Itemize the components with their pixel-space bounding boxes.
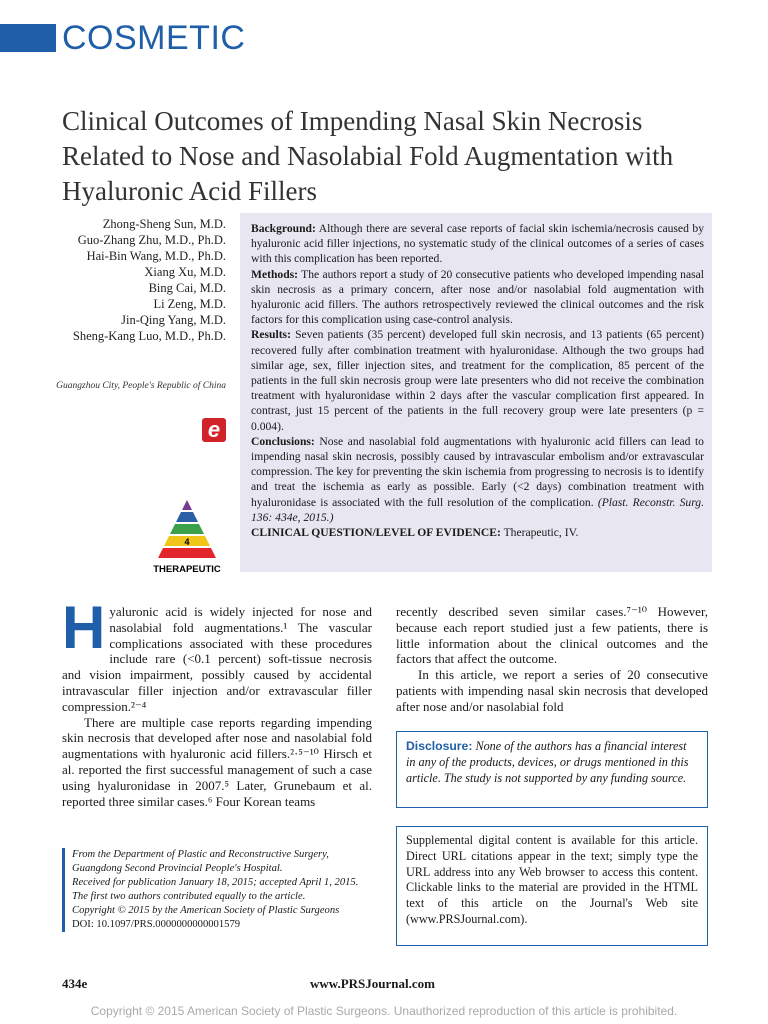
drop-cap: H	[62, 594, 106, 661]
abstract-conclusions: Conclusions: Nose and nasolabial fold augmentations with hyaluronic acid fillers can lead to impending nasal skin necrosis, possibly caused by intravascular embolism and/or extravascular compression. The key for preventing the skin ischemia from progressing to necrosis is to identify and treat the ischemia as early as possible. Early (<2 days) combination treatment with hyaluronidase is associated with the full resolution of the complication. (Plast. Reconstr. Surg. 136: 434e, 2015.)	[251, 434, 704, 524]
abstract-results: Results: Seven patients (35 percent) developed full skin necrosis, and 13 patients (65 percent) recovered fully after combination treatment with hyaluronidase. Although the two groups had similar age, sex, filler injection sites, and treatment for the complication, 85 percent of the patients in the full skin necrosis group were late presenters who did not receive the combination treatment with hyaluronidase within 2 days after the vascular complication first appeared. In contrast, just 15 percent of the patients in the full recovery group were late presenters (p = 0.004).	[251, 328, 705, 433]
evidence-pyramid-icon	[148, 498, 226, 576]
author-affiliation: Guangzhou City, People's Republic of China	[56, 381, 226, 391]
author: Bing Cai, M.D.	[148, 281, 226, 295]
supplemental-content-box: Supplemental digital content is available for this article. Direct URL citations appear in the text; simply type the URL address into any Web browser to access this content. Clickable links to the material are provided in the HTML text of this article on the Journal's Web site (www.PRSJournal.com).	[396, 826, 708, 946]
body-paragraph: There are multiple case reports regarding impending skin necrosis that developed after nose and nasolabial fold augmentations with hyaluronic acid fillers.²·⁵⁻¹⁰ Hirsch et al. reported the first successful management of such a case using hyaluronidase in 2007.⁵ Later, Grunebaum et al. reported three similar cases.⁶ Four Korean teams	[62, 714, 372, 809]
evidence-statement: CLINICAL QUESTION/LEVEL OF EVIDENCE: Therapeutic, IV.	[251, 526, 579, 540]
disclosure-box	[396, 731, 708, 808]
article-footnote	[62, 848, 374, 932]
evidence-level: 4	[184, 537, 190, 547]
abstract-box	[240, 213, 712, 572]
abstract-background: Background: Although there are several case reports of facial skin ischemia/necrosis caused by hyaluronic acid filler injections, no systematic study of the clinical outcomes of a series of cases with this complication has been reported.	[251, 222, 704, 266]
disclosure-text: None of the authors has a financial interest in any of the products, devices, or drugs mentioned in this article. The study is not supported by any funding source.	[406, 739, 689, 785]
author: Li Zeng, M.D.	[153, 297, 226, 311]
section-label: COSMETIC	[62, 19, 246, 57]
citation: (Plast. Reconstr. Surg. 136: 434e, 2015.)	[251, 495, 704, 524]
electronic-content-icon[interactable]: e	[202, 418, 226, 442]
author: Hai-Bin Wang, M.D., Ph.D.	[86, 249, 226, 263]
copyright-note: Copyright © 2015 by the American Society of Plastic Surgeons	[72, 905, 340, 916]
evidence-label: THERAPEUTIC	[153, 564, 221, 575]
equal-contribution-note: The first two authors contributed equally to the article.	[72, 891, 306, 902]
body-paragraph: Hyaluronic acid is widely injected for nose and nasolabial fold augmentations.¹ The vascular complications associated with these procedures include rare (<0.1 percent) soft-tissue necrosis and vision impairment, possibly caused by accidental intravascular filler injection and/or extravascular filler compression.²⁻⁴	[62, 594, 372, 714]
body-column-right	[396, 604, 708, 715]
disclosure-label: Disclosure:	[406, 739, 473, 753]
body-paragraph: In this article, we report a series of 20 consecutive patients with impending nasal skin necrosis that developed after nose and/or nasolabial fold	[396, 667, 708, 714]
author: Sheng-Kang Luo, M.D., Ph.D.	[72, 329, 226, 343]
author: Zhong-Sheng Sun, M.D.	[102, 217, 226, 231]
author: Jin-Qing Yang, M.D.	[121, 313, 226, 327]
doi-link[interactable]: DOI: 10.1097/PRS.0000000000001579	[72, 919, 241, 930]
author-list	[40, 216, 226, 344]
body-paragraph: recently described seven similar cases.⁷⁻¹⁰ However, because each report studied just a few patients, there is little information about the clinical outcomes and the factors that affect the outcome.	[396, 604, 708, 667]
page-number: 434e	[62, 976, 88, 991]
section-color-bar	[0, 24, 56, 52]
author: Guo-Zhang Zhu, M.D., Ph.D.	[77, 233, 226, 247]
copyright-watermark: Copyright © 2015 American Society of Plastic Surgeons. Unauthorized reproduction of this article is prohibited.	[90, 1004, 678, 1018]
author: Xiang Xu, M.D.	[144, 265, 226, 279]
body-column-left	[62, 594, 372, 809]
journal-website-link[interactable]: www.PRSJournal.com	[310, 976, 435, 991]
abstract-methods: Methods: The authors report a study of 20 consecutive patients who developed impending nasal skin necrosis as a primary concern, after nose and/or nasolabial fold augmentation with hyaluronic acid fillers. The authors retrospectively reviewed the clinical outcomes and the risk factors for this complication using case-control analysis.	[251, 267, 704, 327]
received-note: Received for publication January 18, 2015; accepted April 1, 2015.	[72, 877, 359, 888]
article-title: Clinical Outcomes of Impending Nasal Skin Necrosis Related to Nose and Nasolabial Fold Augmentation with Hyaluronic Acid Fillers	[62, 106, 674, 206]
department-note: From the Department of Plastic and Reconstructive Surgery, Guangdong Second Provincial People's Hospital.	[72, 849, 329, 874]
